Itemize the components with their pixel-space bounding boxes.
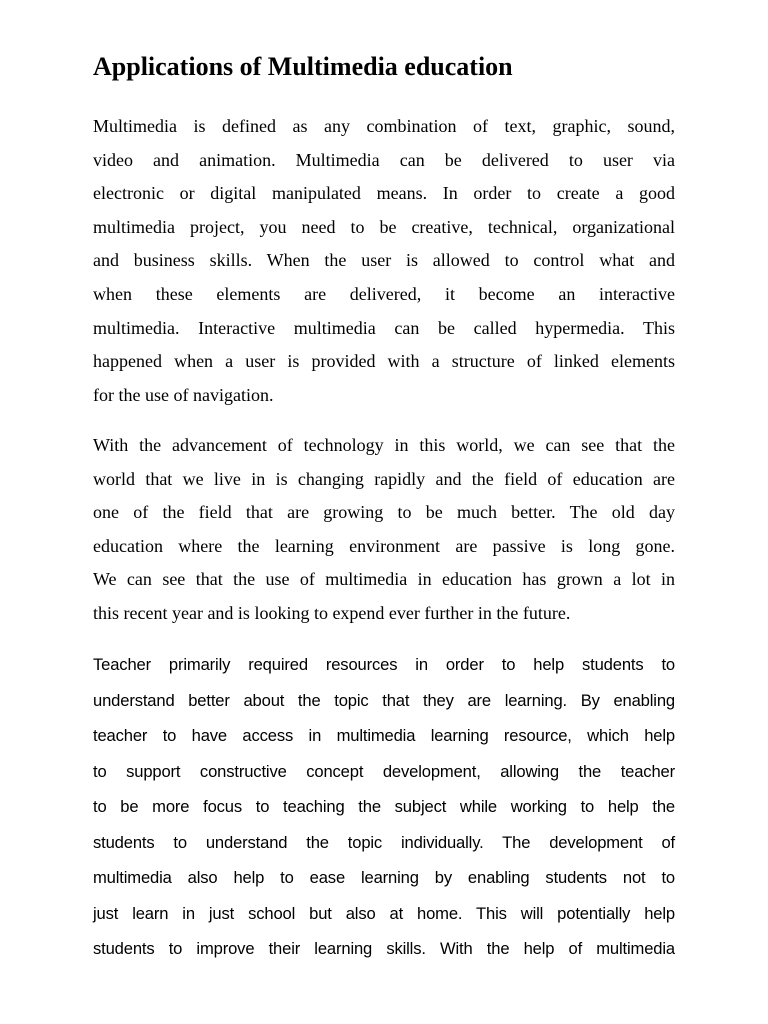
text-line: one of the field that are growing to be much better. The old day <box>93 502 675 523</box>
text-line: We can see that the use of multimedia in education has grown a lot in <box>93 569 675 590</box>
text-line: Multimedia is defined as any combination of text, graphic, sound, <box>93 116 675 136</box>
text-line: understand better about the topic that they are learning. By enabling <box>93 690 675 710</box>
text-line: world that we live in is changing rapidly and the field of education are <box>93 468 675 489</box>
text-line: electronic or digital manipulated means. In order to create a good <box>93 183 675 204</box>
document-title: Applications of Multimedia education <box>93 52 513 81</box>
paragraph-multimedia-definition <box>93 110 675 412</box>
text-line: just learn in just school but also at home. This will potentially help <box>93 903 675 923</box>
text-line: With the advancement of technology in this world, we can see that the <box>93 435 675 455</box>
text-line: happened when a user is provided with a structure of linked elements <box>93 351 675 372</box>
text-line: multimedia also help to ease learning by enabling students not to <box>93 868 675 887</box>
text-line: for the use of navigation. <box>93 384 274 405</box>
text-line: students to improve their learning skills. With the help of multimedia <box>93 939 675 958</box>
text-line: video and animation. Multimedia can be delivered to user via <box>93 149 675 170</box>
text-line: to support constructive concept development, allowing the teacher <box>93 761 675 781</box>
text-line: to be more focus to teaching the subject while working to help the <box>93 797 675 816</box>
text-line: this recent year and is looking to expend ever further in the future. <box>93 602 571 623</box>
text-line: teacher to have access in multimedia learning resource, which help <box>93 726 675 745</box>
paragraph-teacher-resources <box>93 647 675 967</box>
text-line: education where the learning environment are passive is long gone. <box>93 535 675 556</box>
paragraph-technology-advancement <box>93 429 675 631</box>
text-line: students to understand the topic individually. The development of <box>93 832 675 852</box>
text-line: multimedia project, you need to be creative, technical, organizational <box>93 216 675 237</box>
text-line: and business skills. When the user is allowed to control what and <box>93 250 675 271</box>
text-line: Teacher primarily required resources in order to help students to <box>93 655 675 674</box>
text-line: multimedia. Interactive multimedia can be called hypermedia. This <box>93 317 675 338</box>
text-line: when these elements are delivered, it become an interactive <box>93 283 675 304</box>
